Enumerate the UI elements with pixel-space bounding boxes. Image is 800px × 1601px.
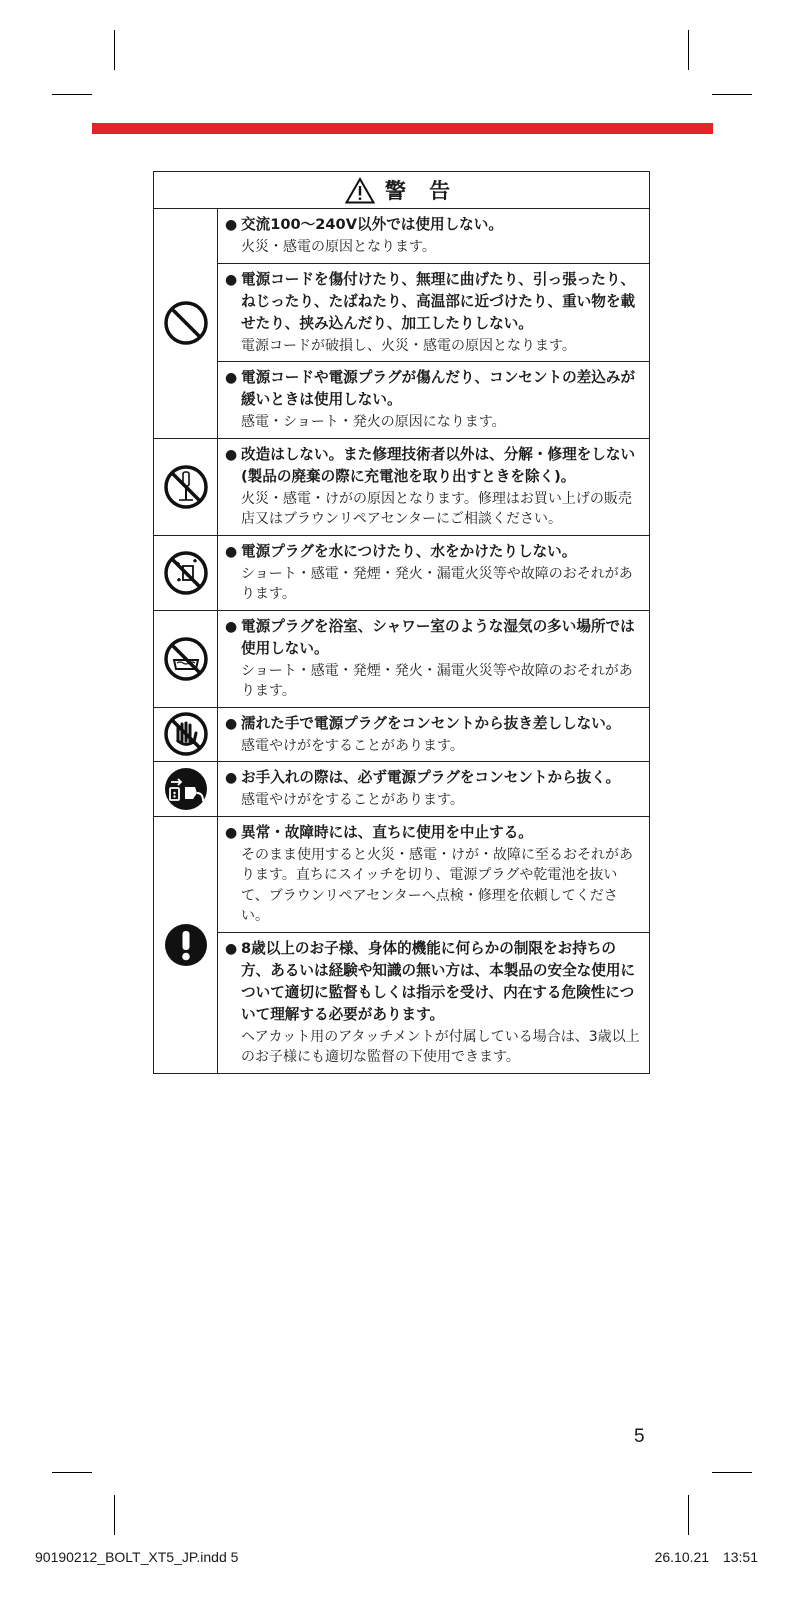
warning-heading: 濡れた手で電源プラグをコンセントから抜き差ししない。 <box>241 714 621 732</box>
crop-mark <box>688 30 689 70</box>
bullet: ● <box>225 618 238 635</box>
warning-item <box>218 535 650 610</box>
warning-heading: 異常・故障時には、直ちに使用を中止する。 <box>241 823 533 841</box>
crop-mark <box>712 1472 752 1473</box>
warning-item <box>218 362 650 439</box>
warning-detail: 火災・感電・けがの原因となります。修理はお買い上げの販売店又はブラウンリペアセンターにご相談ください。 <box>241 490 632 527</box>
icon-cell <box>154 762 218 817</box>
bullet: ● <box>225 824 238 841</box>
warning-detail: 感電やけがをすることがあります。 <box>241 737 464 754</box>
accent-bar <box>92 123 713 134</box>
footer-file: 90190212_BOLT_XT5_JP.indd 5 <box>35 1549 239 1565</box>
warning-heading: 改造はしない。また修理技術者以外は、分解・修理をしない(製品の廃棄の際に充電池を取り出すときを除く)。 <box>241 445 636 485</box>
no-water-icon <box>163 550 209 596</box>
warning-heading: 電源コードや電源プラグが傷んだり、コンセントの差込みが緩いときは使用しない。 <box>241 369 636 408</box>
no-wet-hands-icon <box>163 711 209 757</box>
icon-cell <box>154 209 218 439</box>
warning-heading: 8歳以上のお子様、身体的機能に何らかの制限をお持ちの方、あるいは経験や知識の無い方は、本製品の安全な使用について適切に監督もしくは指示を受け、内在する危険性について理解する必要があります。 <box>241 939 636 1023</box>
warning-heading: お手入れの際は、必ず電源プラグをコンセントから抜く。 <box>241 769 621 786</box>
warning-heading: 電源プラグを水につけたり、水をかけたりしない。 <box>241 542 577 560</box>
warning-detail: 感電・ショート・発火の原因になります。 <box>241 414 506 430</box>
footer-datetime: 26.10.21 13:51 <box>654 1549 758 1565</box>
bullet: ● <box>225 715 238 732</box>
warning-detail: 火災・感電の原因となります。 <box>241 239 436 255</box>
unplug-icon <box>163 766 209 812</box>
warning-detail: ショート・感電・発煙・発火・漏電火災等や故障のおそれがあります。 <box>241 565 633 602</box>
warning-table <box>153 171 650 1074</box>
crop-mark <box>114 1495 115 1535</box>
bullet: ● <box>225 271 238 288</box>
no-bathroom-icon <box>163 636 209 682</box>
warning-heading: 電源プラグを浴室、シャワー室のような湿気の多い場所では使用しない。 <box>241 617 635 657</box>
warning-detail: そのまま使用すると火災・感電・けが・故障に至るおそれがあります。直ちにスイッチを切り、電源プラグや乾電池を抜いて、ブラウンリペアセンターへ点検・修理を依頼してください。 <box>241 846 633 924</box>
warning-item <box>218 209 650 264</box>
warning-item <box>218 932 650 1073</box>
icon-cell <box>154 707 218 762</box>
icon-cell <box>154 535 218 610</box>
warning-item <box>218 762 650 817</box>
warning-detail: 感電やけがをすることがあります。 <box>241 792 464 808</box>
warning-item <box>218 707 650 762</box>
icon-cell <box>154 438 218 535</box>
warning-triangle-icon <box>345 177 375 204</box>
bullet: ● <box>225 446 238 463</box>
crop-mark <box>712 94 752 95</box>
page-number: 5 <box>634 1426 645 1447</box>
warning-detail: 電源コードが破損し、火災・感電の原因となります。 <box>241 337 576 354</box>
bullet: ● <box>225 370 238 386</box>
warning-header <box>154 172 650 209</box>
warning-item <box>218 610 650 707</box>
warning-heading: 電源コードを傷付けたり、無理に曲げたり、引っ張ったり、ねじったり、たばねたり、高温部に近づけたり、重い物を載せたり、挟み込んだり、加工したりしない。 <box>241 270 636 332</box>
icon-cell <box>154 610 218 707</box>
crop-mark <box>52 1472 92 1473</box>
warning-detail: ヘアカット用のアタッチメントが付属している場合は、3歳以上のお子様にも適切な監督の下使用できます。 <box>241 1028 640 1065</box>
warning-item <box>218 816 650 932</box>
exclamation-icon <box>163 922 209 968</box>
warning-item <box>218 438 650 535</box>
bullet: ● <box>225 543 238 560</box>
bullet: ● <box>225 940 238 957</box>
icon-cell <box>154 816 218 1073</box>
crop-mark <box>52 94 92 95</box>
warning-item <box>218 263 650 362</box>
warning-heading: 交流100〜240V以外では使用しない。 <box>241 216 503 233</box>
no-disassembly-icon <box>163 464 209 510</box>
crop-mark <box>688 1495 689 1535</box>
prohibited-icon <box>163 300 209 346</box>
warning-title: 警 告 <box>384 179 459 203</box>
crop-mark <box>114 30 115 70</box>
warning-detail: ショート・感電・発煙・発火・漏電火災等や故障のおそれがあります。 <box>241 662 633 699</box>
bullet: ● <box>225 770 238 786</box>
bullet: ● <box>225 217 238 233</box>
